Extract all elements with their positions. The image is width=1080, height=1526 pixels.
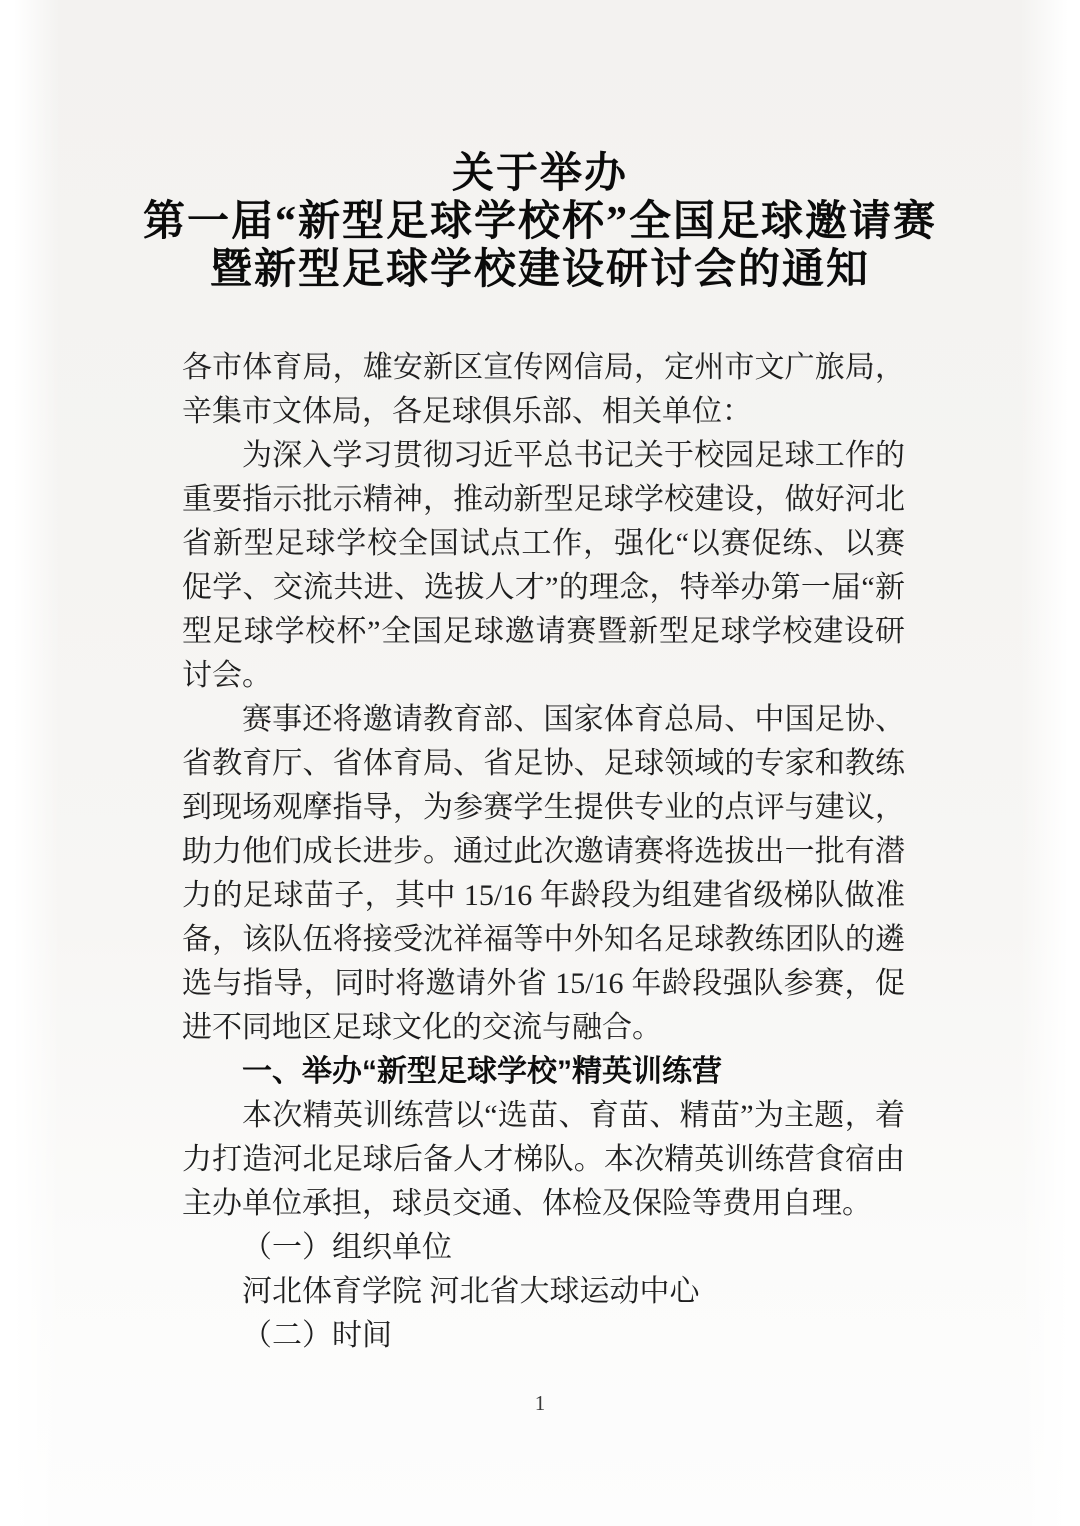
- title-line-2: 第一届“新型足球学校杯”全国足球邀请赛: [142, 199, 937, 245]
- subsection-1-2-heading: （二）时间: [242, 1319, 392, 1352]
- page-number: 1: [534, 1391, 546, 1415]
- title-line-3: 暨新型足球学校建设研讨会的通知: [209, 247, 870, 293]
- document-title: [0, 0, 1080, 294]
- subsection-1-1-content: 河北体育学院 河北省大球运动中心: [242, 1275, 700, 1308]
- paragraph-invitation: 赛事还将邀请教育部、国家体育总局、中国足协、省教育厅、省体育局、省足协、足球领域的专家和教练到现场观摩指导，为参赛学生提供专业的点评与建议，助力他们成长进步。通过此次邀请赛将选拔出一批有潜力的足球苗子，其中 15/16 年龄段为组建省级梯队做准备，该队伍将接受沈祥福等中外知名足球教练团队的遴选与指导，同时将邀请外省 15/16 年龄段强队参赛，促进不同地区足球文化的交流与融合。: [182, 703, 905, 1044]
- section-1-intro: 本次精英训练营以“选苗、育苗、精苗”为主题，着力打造河北足球后备人才梯队。本次精英训练营食宿由主办单位承担，球员交通、体检及保险等费用自理。: [182, 1099, 905, 1220]
- recipients-line: 各市体育局，雄安新区宣传网信局，定州市文广旅局，辛集市文体局，各足球俱乐部、相关单位：: [182, 351, 905, 428]
- paragraph-purpose: 为深入学习贯彻习近平总书记关于校园足球工作的重要指示批示精神，推动新型足球学校建设，做好河北省新型足球学校全国试点工作，强化“以赛促练、以赛促学、交流共进、选拔人才”的理念，特举办第一届“新型足球学校杯”全国足球邀请赛暨新型足球学校建设研讨会。: [182, 439, 905, 692]
- subsection-1-1-heading: （一）组织单位: [242, 1231, 452, 1264]
- section-1-heading: 一、举办“新型足球学校”精英训练营: [242, 1055, 722, 1088]
- title-line-1: 关于举办: [451, 151, 628, 197]
- document-body: [182, 346, 905, 1358]
- page-footer: [0, 1390, 1080, 1416]
